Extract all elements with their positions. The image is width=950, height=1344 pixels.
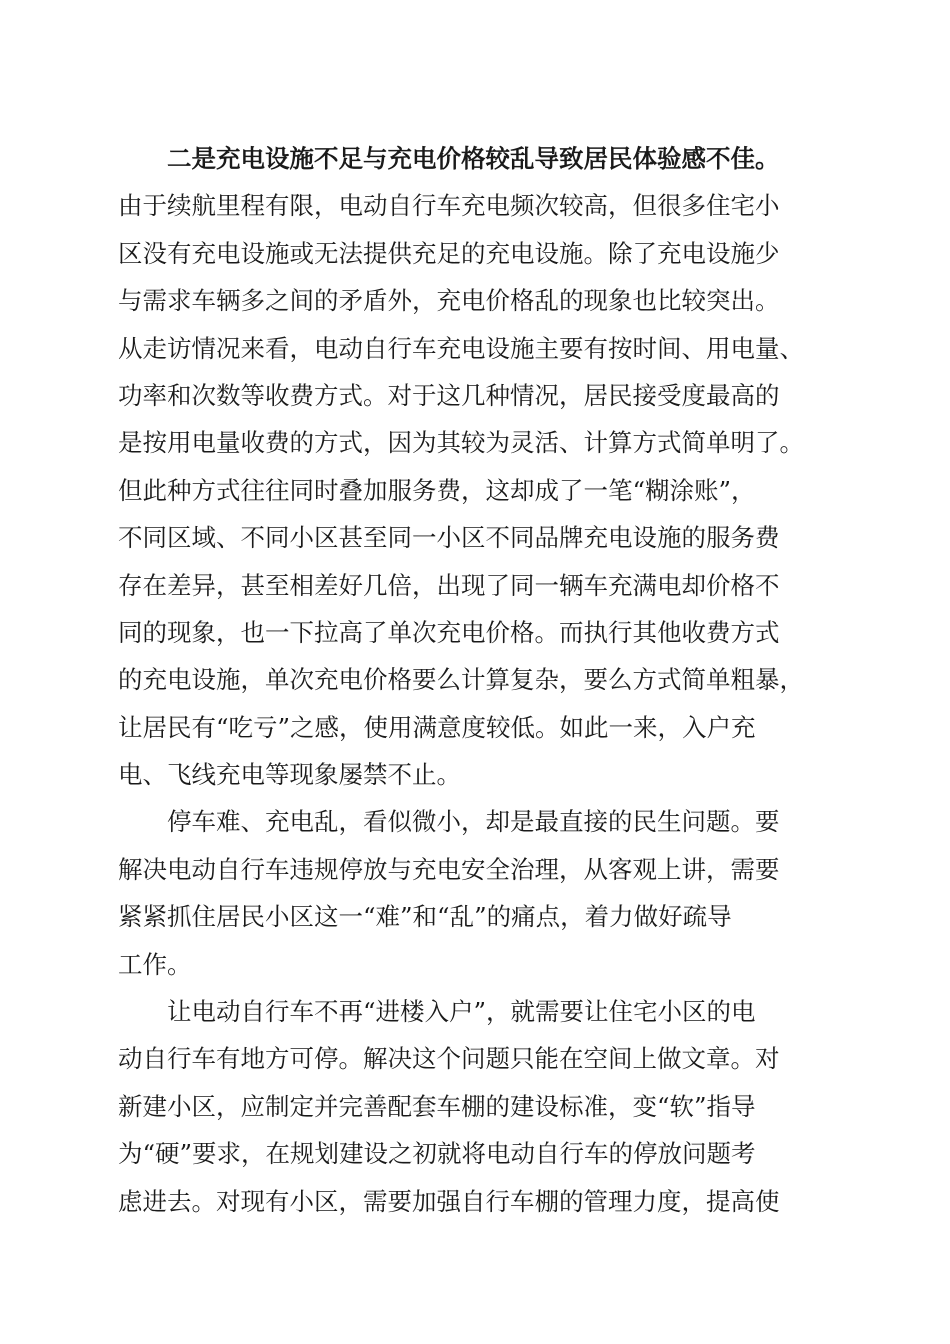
paragraph-1-line: 电、飞线充电等现象屡禁不止。 [118, 760, 461, 790]
paragraph-3-line: 虑进去。对现有小区，需要加强自行车棚的管理力度，提高使 [118, 1186, 780, 1216]
paragraph-2-line: 紧紧抓住居民小区这一“难”和“乱”的痛点，着力做好疏导 [118, 902, 732, 932]
paragraph-2-line: 解决电动自行车违规停放与充电安全治理，从客观上讲，需要 [118, 854, 780, 884]
paragraph-1-line: 由于续航里程有限，电动自行车充电频次较高，但很多住宅小 [118, 191, 780, 221]
paragraph-1-line: 但此种方式往往同时叠加服务费，这却成了一笔“糊涂账”， [118, 475, 756, 505]
paragraph-1-line: 同的现象，也一下拉高了单次充电价格。而执行其他收费方式 [118, 617, 780, 647]
paragraph-3-line: 新建小区，应制定并完善配套车棚的建设标准，变“软”指导 [118, 1091, 756, 1121]
paragraph-1-heading-line: 二是充电设施不足与充电价格较乱导致居民体验感不佳。 [167, 144, 780, 173]
paragraph-1-line: 从走访情况来看，电动自行车充电设施主要有按时间、用电量、 [118, 333, 804, 363]
paragraph-1-line: 区没有充电设施或无法提供充足的充电设施。除了充电设施少 [118, 238, 780, 268]
paragraph-1-line: 存在差异，甚至相差好几倍，出现了同一辆车充满电却价格不 [118, 570, 780, 600]
paragraph-3-line: 动自行车有地方可停。解决这个问题只能在空间上做文章。对 [118, 1044, 780, 1074]
paragraph-2-line: 工作。 [118, 949, 192, 979]
paragraph-3-line: 为“硬”要求，在规划建设之初就将电动自行车的停放问题考 [118, 1139, 756, 1169]
paragraph-1-line: 让居民有“吃亏”之感，使用满意度较低。如此一来，入户充 [118, 712, 756, 742]
body-text [118, 135, 838, 1225]
paragraph-1-line: 功率和次数等收费方式。对于这几种情况，居民接受度最高的 [118, 380, 780, 410]
paragraph-2-first-line: 停车难、充电乱，看似微小，却是最直接的民生问题。要 [167, 807, 780, 837]
paragraph-1-line: 的充电设施，单次充电价格要么计算复杂，要么方式简单粗暴， [118, 665, 804, 695]
paragraph-1-line: 与需求车辆多之间的矛盾外，充电价格乱的现象也比较突出。 [118, 286, 780, 316]
paragraph-1-line: 不同区域、不同小区甚至同一小区不同品牌充电设施的服务费 [118, 523, 780, 553]
paragraph-3-first-line: 让电动自行车不再“进楼入户”，就需要让住宅小区的电 [167, 997, 756, 1027]
paragraph-1-line: 是按用电量收费的方式，因为其较为灵活、计算方式简单明了。 [118, 428, 804, 458]
